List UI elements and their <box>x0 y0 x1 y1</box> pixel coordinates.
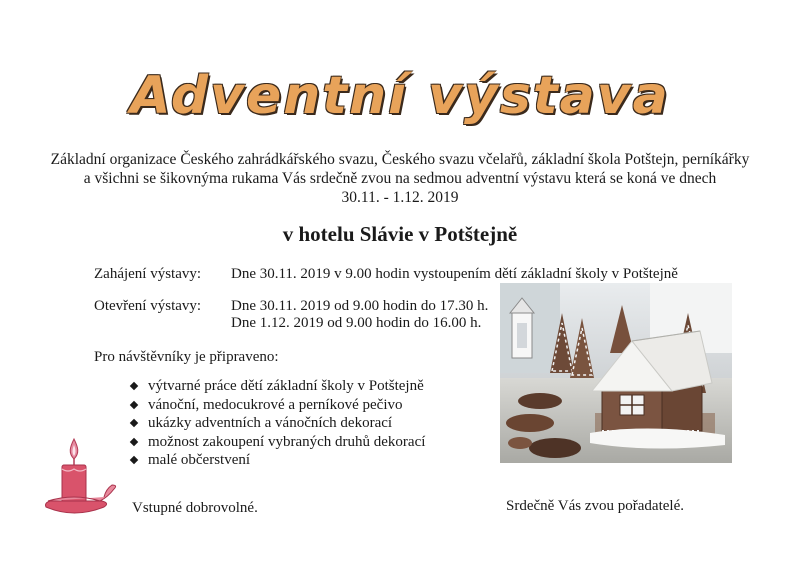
hours-label: Otevření výstavy: <box>94 298 202 314</box>
list-item-text: vánoční, medocukrové a perníkové pečivo <box>148 396 403 413</box>
venue-heading: v hotelu Slávie v Potštejně <box>282 222 518 246</box>
diamond-bullet-icon <box>130 419 138 427</box>
list-item <box>131 433 425 452</box>
list-item-text: malé občerstvení <box>148 452 251 468</box>
diamond-bullet-icon <box>130 456 138 464</box>
opening-value: Dne 30.11. 2019 v 9.00 hodin vystoupením dětí základní školy v Potštejně <box>231 266 678 282</box>
intro-line: a všichni se šikovnýma rukama Vás srdečně zvou na sedmou adventní výstavu která se koná ve dnech <box>83 170 717 187</box>
list-item <box>131 451 425 470</box>
entry-note: Vstupné dobrovolné. <box>132 500 258 516</box>
opening-label: Zahájení výstavy: <box>94 266 202 282</box>
list-item-text: výtvarné práce dětí základní školy v Potštejně <box>148 378 424 394</box>
intro-line: Základní organizace Českého zahrádkářského svazu, Českého svazu včelařů, základní škola Potštejn, perníkářky <box>50 151 750 168</box>
prepared-list <box>131 377 425 470</box>
gingerbread-house-photo <box>500 283 732 463</box>
diamond-bullet-icon <box>130 382 138 390</box>
list-item <box>131 414 425 433</box>
list-item-text: možnost zakoupení vybraných druhů dekorací <box>148 433 426 450</box>
poster-title: Adventní výstava <box>130 66 670 126</box>
prepared-title: Pro návštěvníky je připraveno: <box>94 349 279 365</box>
list-item <box>131 377 425 396</box>
diamond-bullet-icon <box>130 400 138 408</box>
list-item <box>131 396 425 415</box>
intro-text <box>40 150 760 207</box>
candle-icon <box>42 435 122 520</box>
hours-line: Dne 30.11. 2019 od 9.00 hodin do 17.30 h. <box>231 298 489 314</box>
organizers-note: Srdečně Vás zvou pořadatelé. <box>506 498 684 514</box>
list-item-text: ukázky adventních a vánočních dekorací <box>148 415 393 431</box>
diamond-bullet-icon <box>130 437 138 445</box>
hours-line: Dne 1.12. 2019 od 9.00 hodin do 16.00 h. <box>231 315 482 331</box>
intro-line: 30.11. - 1.12. 2019 <box>341 189 459 206</box>
